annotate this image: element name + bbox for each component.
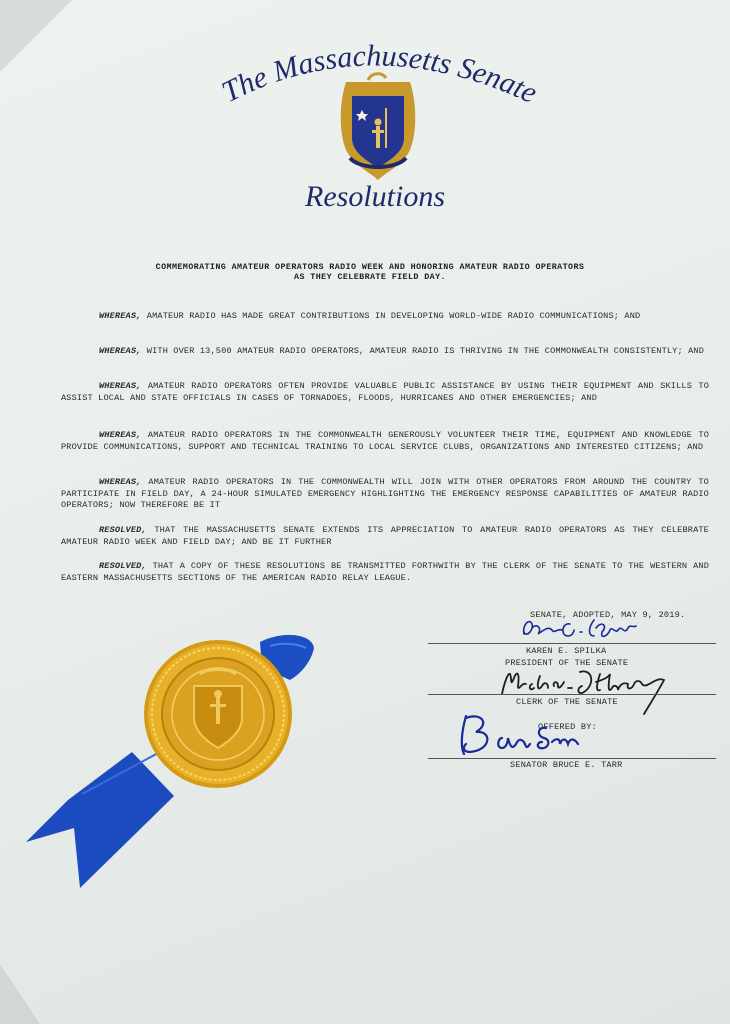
paragraph-lead: RESOLVED, — [99, 561, 147, 571]
coat-of-arms-icon — [341, 74, 416, 180]
spilka-signature — [518, 614, 643, 644]
signature-line-president — [428, 643, 716, 644]
paragraph-lead: WHEREAS, — [99, 430, 142, 440]
paragraph-text: THAT A COPY OF THESE RESOLUTIONS BE TRANSMITTED FORTHWITH BY THE CLERK OF THE SENATE TO THE WESTERN AND EASTERN MASSACHUSETTS SECTIONS OF THE AMERICAN RADIO RELAY LEAGUE. — [61, 561, 709, 583]
paragraph-text: WITH OVER 13,500 AMATEUR RADIO OPERATORS, AMATEUR RADIO IS THRIVING IN THE COMMONWEALTH CONSISTENTLY; AND — [141, 346, 705, 356]
paragraph-1 — [61, 311, 709, 323]
paragraph-text: AMATEUR RADIO HAS MADE GREAT CONTRIBUTIONS IN DEVELOPING WORLD-WIDE RADIO COMMUNICATIONS; AND — [141, 311, 641, 321]
signature-line-senator — [428, 758, 716, 759]
paragraph-6 — [61, 525, 709, 548]
paragraph-lead: WHEREAS, — [99, 381, 142, 391]
signature-line-clerk — [428, 694, 716, 695]
paragraph-7 — [61, 561, 709, 584]
paper-corner — [0, 0, 72, 72]
paragraph-lead: WHEREAS, — [99, 477, 142, 487]
resolution-title — [60, 262, 680, 282]
senate-arc-title: The Massachusetts Senate — [216, 39, 543, 110]
resolution-title-line1: COMMEMORATING AMATEUR OPERATORS RADIO WEEK AND HONORING AMATEUR RADIO OPERATORS — [155, 262, 585, 272]
paragraph-2 — [61, 346, 709, 358]
clerk-title: CLERK OF THE SENATE — [516, 697, 618, 707]
paragraph-lead: WHEREAS, — [99, 311, 142, 321]
president-name: KAREN E. SPILKA — [526, 646, 607, 656]
senator-name: SENATOR BRUCE E. TARR — [510, 760, 623, 770]
paragraph-text: AMATEUR RADIO OPERATORS OFTEN PROVIDE VALUABLE PUBLIC ASSISTANCE BY USING THEIR EQUIPMENT AND SKILLS TO ASSIST LOCAL AND STATE OFFICIALS IN CASES OF TORNADOES, FLOODS, HURRICANES AND OTHER EMERGENCIES; AND — [61, 381, 709, 403]
paragraph-lead: RESOLVED, — [99, 525, 147, 535]
paragraph-3 — [61, 381, 709, 404]
senate-header — [180, 28, 560, 218]
adopted-date: SENATE, ADOPTED, MAY 9, 2019. — [530, 610, 686, 620]
seal-icon — [144, 640, 292, 788]
paragraph-text: THAT THE MASSACHUSETTS SENATE EXTENDS ITS APPRECIATION TO AMATEUR RADIO OPERATORS AS THEY CELEBRATE AMATEUR RADIO WEEK AND FIELD DAY; AND BE IT FURTHER — [61, 525, 709, 547]
paragraph-text: AMATEUR RADIO OPERATORS IN THE COMMONWEALTH WILL JOIN WITH OTHER OPERATORS FROM AROUND THE COUNTRY TO PARTICIPATE IN FIELD DAY, A 24-HOUR SIMULATED EMERGENCY HIGHLIGHTING THE EMERGENCY RESPONSE CAPABILITIES OF AMATEUR RADIO OPERATORS; NOW THEREFORE BE IT — [61, 477, 709, 511]
resolutions-subtitle: Resolutions — [305, 180, 445, 213]
offered-by: OFFERED BY: — [538, 722, 597, 732]
paper-corner-bottom — [0, 964, 40, 1024]
president-title: PRESIDENT OF THE SENATE — [505, 658, 629, 668]
gold-seal-with-ribbon — [22, 628, 342, 898]
paragraph-text: AMATEUR RADIO OPERATORS IN THE COMMONWEALTH GENEROUSLY VOLUNTEER THEIR TIME, EQUIPMENT AND KNOWLEDGE TO PROVIDE COMMUNICATIONS, SUPPORT AND TECHNICAL TRAINING TO LOCAL SERVICE CLUBS, ORGANIZATIONS AND INTERESTED CITIZENS; AND — [61, 430, 709, 452]
paragraph-5 — [61, 477, 709, 512]
resolution-title-line2: AS THEY CELEBRATE FIELD DAY. — [294, 272, 446, 282]
tarr-signature — [452, 708, 592, 764]
paragraph-lead: WHEREAS, — [99, 346, 142, 356]
paragraph-4 — [61, 430, 709, 453]
